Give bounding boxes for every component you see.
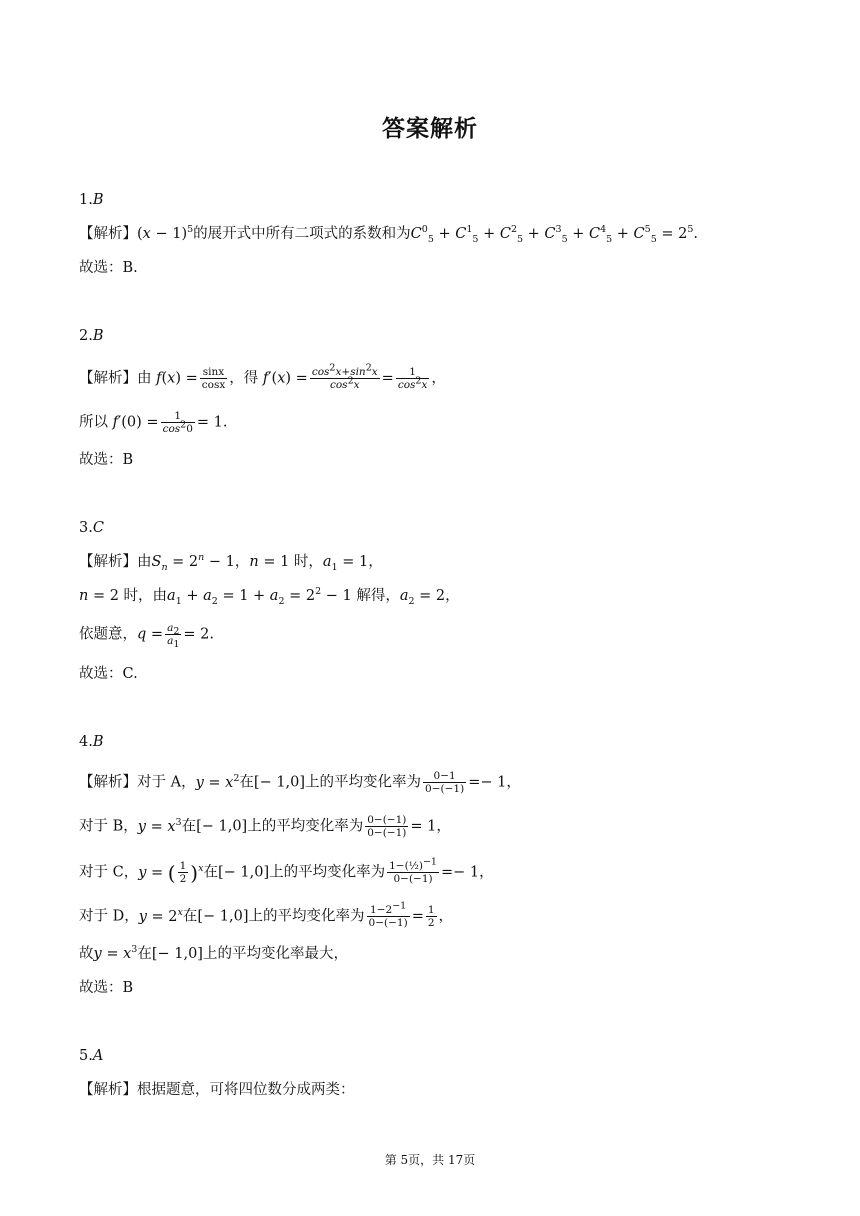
solution-prefix: 对于 C， [79, 864, 139, 881]
math-expression: n = 1 [249, 554, 290, 570]
solution-prefix: 【解析】由 [79, 370, 152, 387]
fraction: $\frac{0-(-1)}{0-(-1)}$ [367, 814, 407, 839]
item-2-header [79, 326, 104, 346]
item-number: 5. [79, 1048, 93, 1064]
item-4-choice: 故选：B [79, 980, 134, 996]
math-expression: $y = x^3$ [137, 816, 182, 835]
page-title: 答案解析 [382, 116, 478, 142]
solution-prefix: 所以 [79, 414, 108, 431]
solution-text: 解得， [351, 588, 400, 604]
page-footer: 第 5页，共 17页 [384, 1153, 476, 1167]
item-1-header [79, 190, 104, 210]
solution-text: ， [431, 370, 446, 387]
fraction: $\frac{1}{2}$ [427, 904, 435, 929]
solution-text: 上的平均变化率最大， [202, 946, 348, 962]
item-4-case-d: 对于 D，$y = 2^x$在[− 1,0]上的平均变化率为 $\frac{1-2^{-1}}{0-(-1)}$ = $\frac{1}{2}$ ， [79, 900, 454, 929]
solution-text: ， [234, 554, 250, 570]
item-4-case-a: 【解析】对于 A，$y = x^2$在[− 1,0]上的平均变化率为 $\frac{0-1}{0-(-1)}$ =− 1， [79, 770, 521, 795]
math-expression: $C^0_5 + C^1_5 + C^2_5 + C^3_5 + C^4_5 + C^5_5 = 2^5$ [410, 224, 694, 245]
item-answer: C [92, 520, 104, 536]
fraction: $\frac{\sin x}{\cos x}$ [201, 366, 226, 391]
solution-text: 上的平均变化率为 [269, 864, 386, 881]
item-number: 2. [79, 328, 93, 344]
item-answer: B [92, 734, 104, 750]
item-4-case-c: 对于 C，y = ( $\frac{1}{2}$ )$^x$在[− 1,0]上的平均变化率为 $\frac{1-(\frac{1}{2})^{-1}}{0-(-1)}$ =− 1， [79, 856, 494, 885]
solution-text: . [693, 226, 699, 242]
math-expression: f(x) = [156, 370, 198, 387]
solution-text: . [209, 626, 214, 643]
math-expression: $y = x^3$ [93, 944, 138, 962]
item-answer: B [92, 328, 104, 344]
solution-text: . [222, 414, 228, 431]
solution-prefix: 对于 B， [79, 818, 138, 835]
solution-text: 在 [203, 864, 218, 881]
item-4-case-b: 对于 B，$y = x^3$在[− 1,0]上的平均变化率为 $\frac{0-(-1)}{0-(-1)}$ = 1， [79, 814, 451, 839]
interval: [− 1,0] [197, 908, 249, 925]
fraction: $\frac{0-1}{0-(-1)}$ [425, 770, 465, 795]
fraction: $\frac{1}{\cos^20}$ [162, 410, 193, 435]
item-4-conclusion [79, 944, 348, 964]
item-number: 3. [79, 520, 93, 536]
math-expression: f′(x) = [262, 370, 308, 387]
item-3-choice: 故选：C. [79, 666, 138, 682]
solution-text: 时，由 [118, 588, 168, 604]
math-expression: $a_2 = 2$ [399, 588, 446, 607]
item-2-solution-line-1: 【解析】由 f(x) = $\frac{\sin x}{\cos x}$ ，得 f′(x) = $\frac{\cos^2x+\sin^2x}{\cos^2x}$ = $\frac{1}{\cos^2x}$ ， [79, 362, 446, 391]
fraction: $\frac{\cos^2x+\sin^2x}{\cos^2x}$ [311, 362, 378, 391]
math-expression: $a_1 = 1$ [322, 554, 369, 573]
solution-text: 上的平均变化率为 [247, 818, 364, 835]
math-expression: f′(0) = [112, 414, 159, 431]
item-number: 1. [79, 192, 93, 208]
math-expression: $a_1 + a_2 = 1 + a_2 = 2^2 - 1$ [167, 586, 352, 607]
interval: [− 1,0] [196, 818, 248, 835]
solution-text: 的展开式中所有二项式的系数和为 [193, 226, 411, 242]
item-answer: B [92, 192, 104, 208]
solution-text: ，得 [229, 370, 259, 387]
interval: [− 1,0] [151, 946, 203, 962]
fraction: $\frac{a_2}{a_1}$ [167, 622, 180, 651]
solution-prefix: 【解析】对于 A， [79, 774, 196, 791]
math-expression: $(x - 1)^5$ [137, 224, 194, 242]
solution-prefix: 【解析】 [79, 226, 137, 242]
item-3-solution-line-3: 依题意，q = $\frac{a_2}{a_1}$ = 2. [79, 622, 214, 651]
solution-prefix: 【解析】由 [79, 554, 152, 570]
math-expression: $S_n = 2^n - 1$ [151, 552, 235, 573]
solution-text: ， [368, 554, 383, 570]
item-5-header [79, 1046, 103, 1066]
math-expression: q = [137, 626, 164, 643]
solution-text: 在 [137, 946, 152, 962]
item-number: 4. [79, 734, 93, 750]
item-5-solution-line-1: 【解析】根据题意，可将四位数分成两类： [79, 1082, 355, 1098]
math-expression: y = ( $\frac{1}{2}$ )$^x$ [138, 860, 204, 885]
math-expression: $y = x^2$ [195, 772, 240, 791]
item-1-choice: 故选：B. [79, 260, 138, 276]
solution-text: 上的平均变化率为 [305, 774, 422, 791]
interval: [− 1,0] [217, 864, 270, 881]
fraction: $\frac{1-(\frac{1}{2})^{-1}}{0-(-1)}$ [389, 856, 437, 885]
solution-prefix: 故 [79, 946, 94, 962]
item-3-solution-line-1 [79, 552, 383, 572]
solution-text: 时， [289, 554, 323, 570]
solution-text: 在 [239, 774, 254, 791]
solution-text: ， [445, 588, 460, 604]
item-3-solution-line-2 [79, 586, 460, 606]
solution-prefix: 对于 D， [79, 908, 139, 925]
solution-text: 在 [182, 908, 198, 925]
item-3-header [79, 518, 104, 538]
interval: [− 1,0] [253, 774, 306, 791]
solution-text: 在 [181, 818, 197, 835]
item-answer: A [92, 1048, 104, 1064]
solution-prefix: 依题意， [79, 626, 137, 643]
item-2-solution-line-2: 所以 f′(0) = $\frac{1}{\cos^20}$ = 1. [79, 410, 228, 435]
item-2-choice: 故选：B [79, 452, 134, 468]
math-expression: $y = 2^x$ [138, 906, 183, 925]
item-4-header [79, 732, 104, 752]
fraction: $\frac{1}{\cos^2x}$ [397, 366, 428, 391]
item-1-solution-line-1 [79, 224, 698, 244]
solution-text: 上的平均变化率为 [248, 908, 365, 925]
math-expression: n = 2 [79, 588, 119, 604]
fraction: $\frac{1-2^{-1}}{0-(-1)}$ [368, 900, 408, 929]
